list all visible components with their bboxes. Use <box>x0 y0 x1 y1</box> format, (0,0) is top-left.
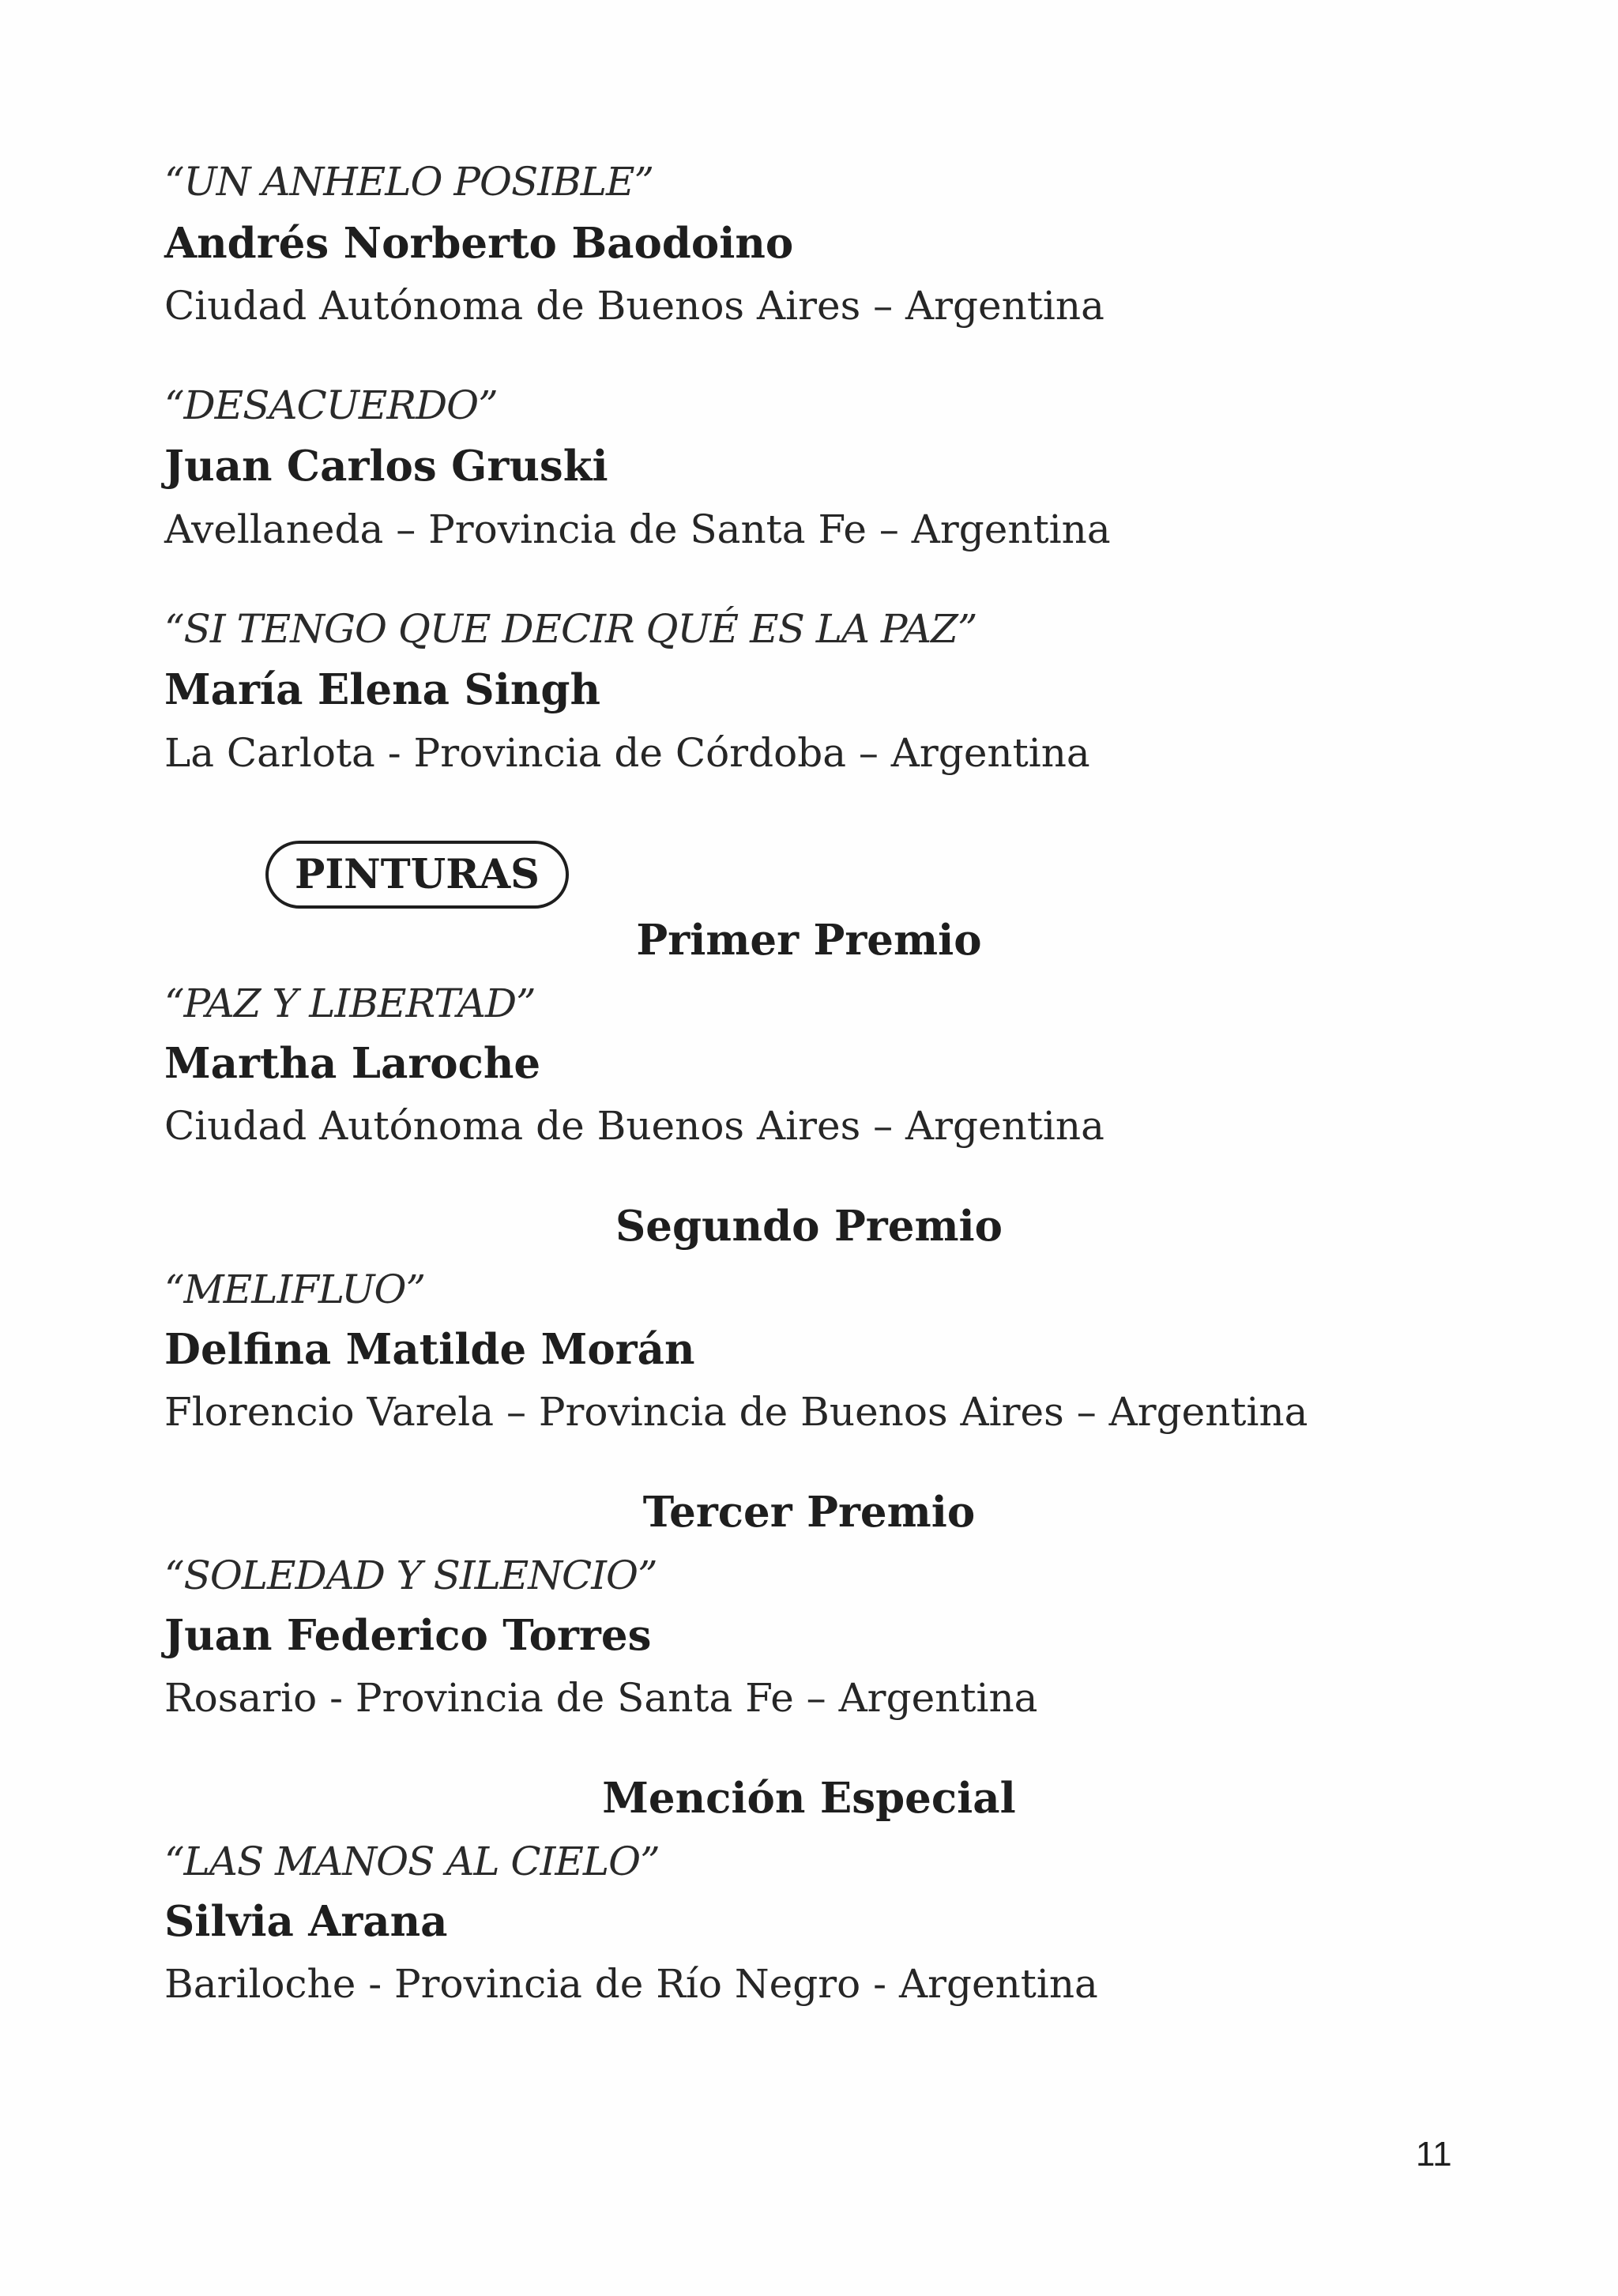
entry-title: “UN ANHELO POSIBLE” <box>164 159 654 205</box>
prize-heading <box>0 1774 1618 1823</box>
entry-author: María Elena Singh <box>164 665 600 714</box>
award-author: Silvia Arana <box>164 1897 448 1946</box>
award-author: Delfina Matilde Morán <box>164 1325 695 1374</box>
entry-place: La Carlota - Provincia de Córdoba – Argentina <box>164 730 1090 776</box>
prize-heading <box>0 1488 1618 1537</box>
entry-author: Andrés Norberto Baodoino <box>164 219 794 268</box>
award-author: Juan Federico Torres <box>164 1611 652 1660</box>
award-place: Ciudad Autónoma de Buenos Aires – Argentina <box>164 1103 1104 1149</box>
award-title: “SOLEDAD Y SILENCIO” <box>164 1553 657 1598</box>
entry-place: Avellaneda – Provincia de Santa Fe – Argentina <box>164 506 1111 552</box>
prize-heading <box>0 916 1618 965</box>
prize-heading-label: Primer Premio <box>636 916 982 965</box>
award-title: “PAZ Y LIBERTAD” <box>164 981 536 1026</box>
entry-author: Juan Carlos Gruski <box>164 442 608 491</box>
section-heading-pinturas <box>265 841 569 909</box>
award-author: Martha Laroche <box>164 1039 541 1088</box>
entry-title: “SI TENGO QUE DECIR QUÉ ES LA PAZ” <box>164 606 977 652</box>
prize-heading-label: Segundo Premio <box>615 1202 1003 1251</box>
award-title: “LAS MANOS AL CIELO” <box>164 1839 660 1884</box>
page-number: 11 <box>1416 2135 1452 2174</box>
award-place: Florencio Varela – Provincia de Buenos Aires – Argentina <box>164 1389 1308 1435</box>
prize-heading <box>0 1202 1618 1251</box>
award-title: “MELIFLUO” <box>164 1267 426 1312</box>
entry-title: “DESACUERDO” <box>164 382 498 428</box>
prize-heading-label: Mención Especial <box>602 1774 1016 1823</box>
entry-place: Ciudad Autónoma de Buenos Aires – Argentina <box>164 283 1104 329</box>
award-place: Rosario - Provincia de Santa Fe – Argentina <box>164 1675 1038 1721</box>
prize-heading-label: Tercer Premio <box>642 1488 976 1537</box>
section-heading-label: PINTURAS <box>294 851 540 898</box>
award-place: Bariloche - Provincia de Río Negro - Argentina <box>164 1961 1098 2007</box>
